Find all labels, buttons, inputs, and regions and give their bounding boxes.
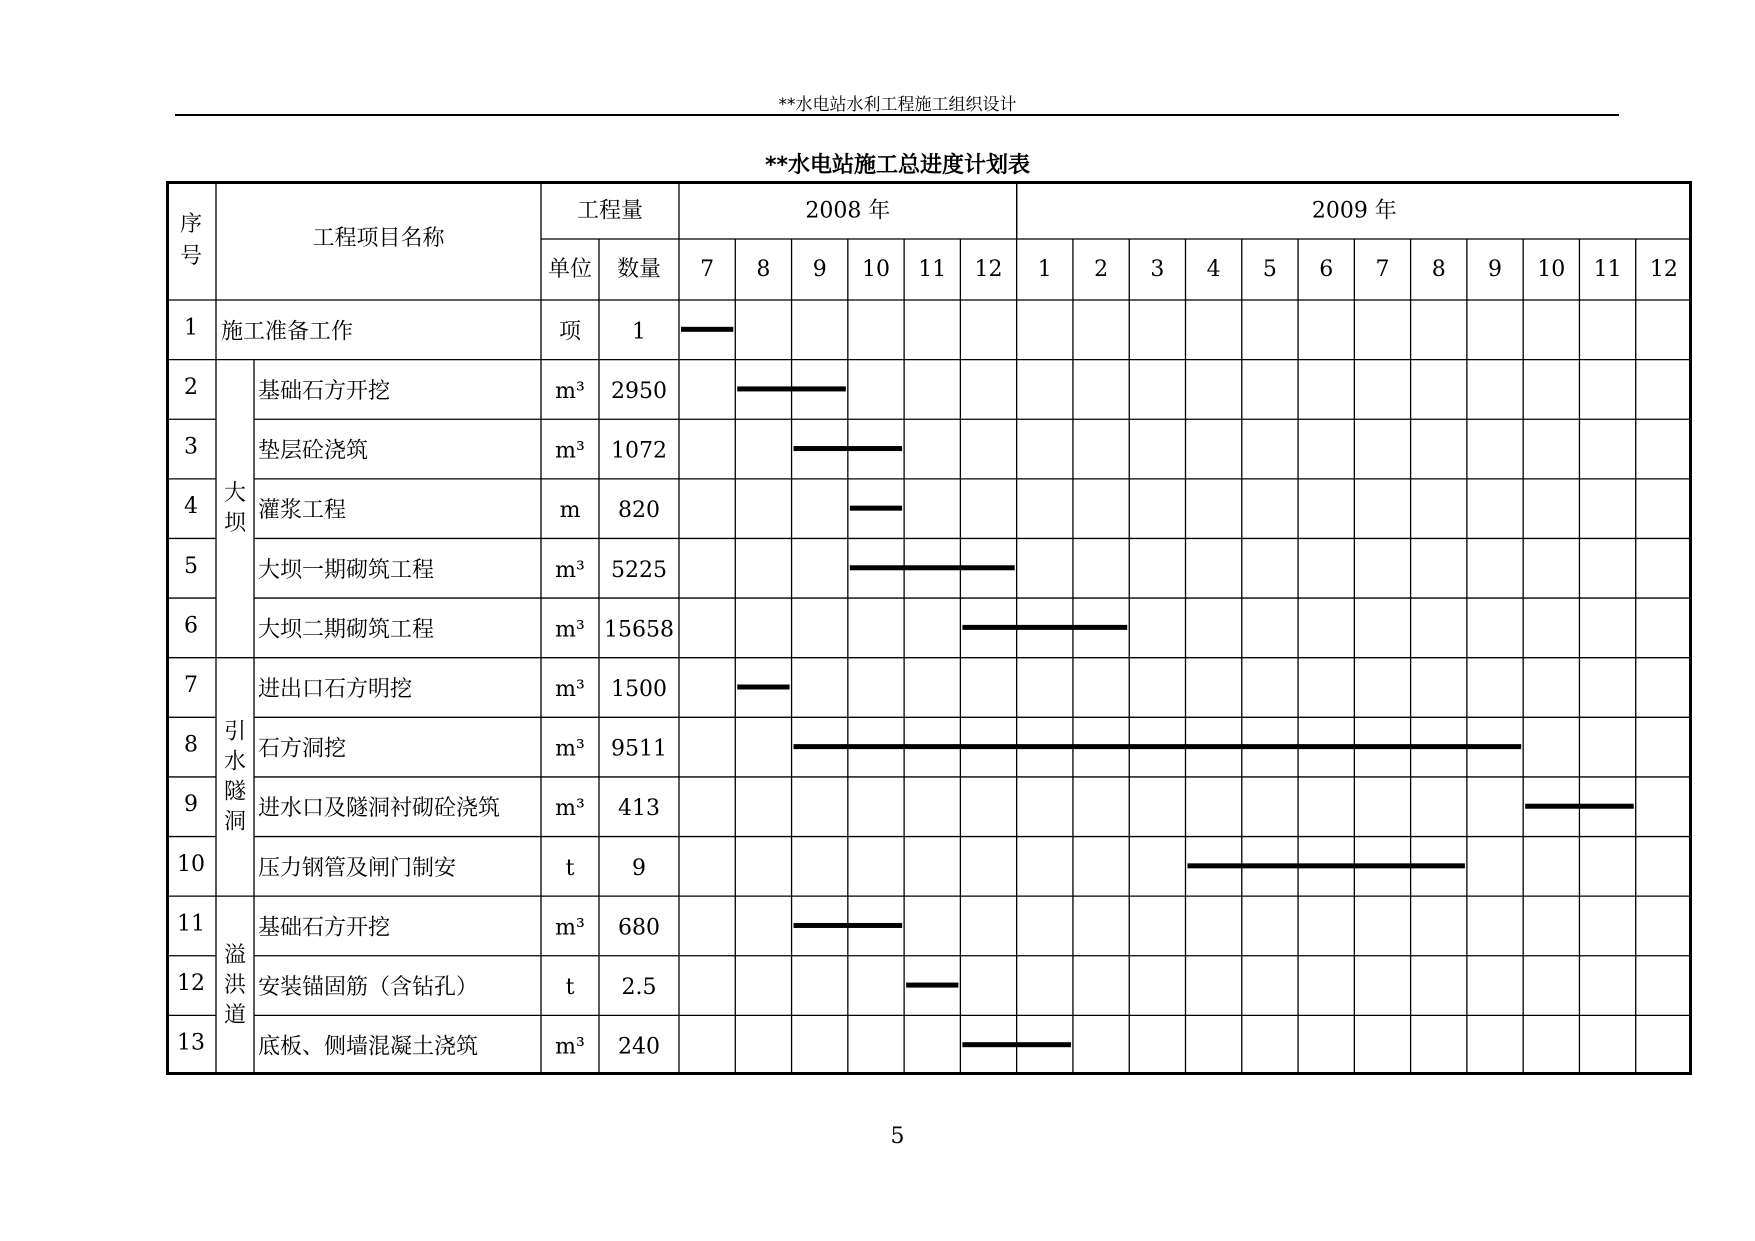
row-seq: 3 — [184, 434, 198, 460]
month-label: 11 — [918, 257, 947, 282]
row-unit: m³ — [555, 1034, 585, 1060]
row-unit: m³ — [555, 736, 585, 762]
month-label: 9 — [812, 257, 827, 282]
header-name: 工程项目名称 — [312, 226, 445, 251]
gantt-bar — [681, 327, 733, 332]
gantt-bar — [962, 1042, 1071, 1047]
row-seq: 2 — [184, 374, 198, 400]
month-label: 12 — [974, 257, 1003, 282]
group-label: 引水隧洞 — [223, 719, 247, 835]
row-name: 进出口石方明挖 — [258, 677, 413, 702]
month-label: 10 — [861, 257, 890, 282]
row-name: 施工准备工作 — [221, 319, 354, 345]
gantt-bar — [794, 446, 903, 451]
gantt-bar — [906, 983, 958, 988]
row-unit: m³ — [555, 796, 585, 822]
month-label: 11 — [1593, 257, 1622, 282]
row-seq: 13 — [177, 1030, 205, 1056]
row-seq: 9 — [184, 792, 198, 818]
gantt-bar — [1188, 863, 1465, 868]
gantt-bar — [850, 565, 1015, 570]
schedule-table — [166, 181, 1692, 1075]
header-quantity: 工程量 — [576, 198, 644, 224]
row-unit: t — [565, 855, 575, 881]
row-amount: 15658 — [604, 617, 674, 643]
month-label: 5 — [1262, 257, 1277, 282]
row-unit: 项 — [558, 319, 582, 345]
row-seq: 10 — [177, 851, 205, 877]
year-label: 2008 年 — [805, 198, 891, 224]
group-label: 大坝 — [223, 481, 247, 537]
year-label: 2009 年 — [1311, 198, 1397, 224]
header-rule — [175, 114, 1619, 116]
header-seq: 序号 — [179, 212, 203, 269]
row-unit: m³ — [555, 915, 585, 941]
month-label: 7 — [700, 257, 715, 282]
row-unit: m³ — [555, 677, 585, 702]
row-name: 基础石方开挖 — [258, 378, 391, 404]
row-amount: 820 — [618, 498, 660, 524]
row-name: 垫层砼浇筑 — [258, 438, 369, 464]
row-amount: 1072 — [611, 438, 667, 464]
page-number: 5 — [890, 1124, 905, 1149]
month-label: 1 — [1037, 257, 1052, 282]
row-name: 基础石方开挖 — [258, 915, 391, 941]
month-label: 8 — [1431, 257, 1446, 282]
schedule-table-svg — [166, 181, 1692, 1075]
row-amount: 9 — [632, 855, 646, 881]
row-amount: 2.5 — [621, 975, 657, 1001]
month-label: 6 — [1319, 257, 1334, 282]
row-seq: 6 — [184, 613, 198, 639]
gantt-bar — [794, 744, 1522, 749]
gantt-bar — [962, 625, 1127, 630]
row-seq: 7 — [184, 673, 198, 698]
header-unit: 单位 — [547, 257, 593, 282]
row-amount: 680 — [618, 915, 660, 941]
month-label: 3 — [1150, 257, 1165, 282]
row-seq: 4 — [184, 494, 198, 520]
group-label: 溢洪道 — [223, 943, 247, 1029]
row-amount: 2950 — [611, 378, 667, 404]
row-name: 进水口及隧洞衬砌砼浇筑 — [258, 796, 501, 822]
month-label: 8 — [756, 257, 771, 282]
gantt-bar — [737, 386, 846, 391]
gantt-bar — [850, 506, 902, 511]
month-label: 4 — [1206, 257, 1221, 282]
row-amount: 413 — [618, 796, 660, 822]
row-name: 大坝一期砌筑工程 — [258, 557, 435, 583]
month-label: 9 — [1488, 257, 1503, 282]
row-seq: 12 — [177, 971, 205, 997]
gantt-bar — [794, 923, 903, 928]
row-name: 压力钢管及闸门制安 — [258, 855, 457, 881]
row-unit: m³ — [555, 557, 585, 583]
month-label: 12 — [1649, 257, 1678, 282]
row-seq: 5 — [184, 553, 198, 579]
row-amount: 240 — [618, 1034, 660, 1060]
document-header: **水电站水利工程施工组织设计 — [778, 95, 1017, 115]
row-unit: m — [559, 498, 581, 524]
month-label: 10 — [1537, 257, 1566, 282]
row-name: 灌浆工程 — [258, 498, 347, 524]
row-unit: m³ — [555, 378, 585, 404]
row-unit: t — [565, 975, 575, 1001]
row-name: 安装锚固筋（含钻孔） — [258, 975, 479, 1001]
gantt-bar — [1525, 804, 1634, 809]
row-unit: m³ — [555, 617, 585, 643]
row-unit: m³ — [555, 438, 585, 464]
month-label: 2 — [1094, 257, 1109, 282]
row-name: 石方洞挖 — [258, 736, 347, 762]
gantt-bar — [737, 685, 789, 690]
row-name: 大坝二期砌筑工程 — [258, 617, 435, 643]
header-amount: 数量 — [616, 257, 662, 282]
row-seq: 11 — [177, 911, 205, 937]
row-amount: 1500 — [611, 677, 667, 702]
row-amount: 1 — [632, 319, 646, 345]
row-amount: 9511 — [611, 736, 667, 762]
document-title: **水电站施工总进度计划表 — [764, 153, 1030, 178]
month-label: 7 — [1375, 257, 1390, 282]
row-seq: 8 — [184, 732, 198, 758]
row-seq: 1 — [184, 315, 198, 341]
row-amount: 5225 — [611, 557, 667, 583]
row-name: 底板、侧墙混凝土浇筑 — [258, 1034, 479, 1060]
